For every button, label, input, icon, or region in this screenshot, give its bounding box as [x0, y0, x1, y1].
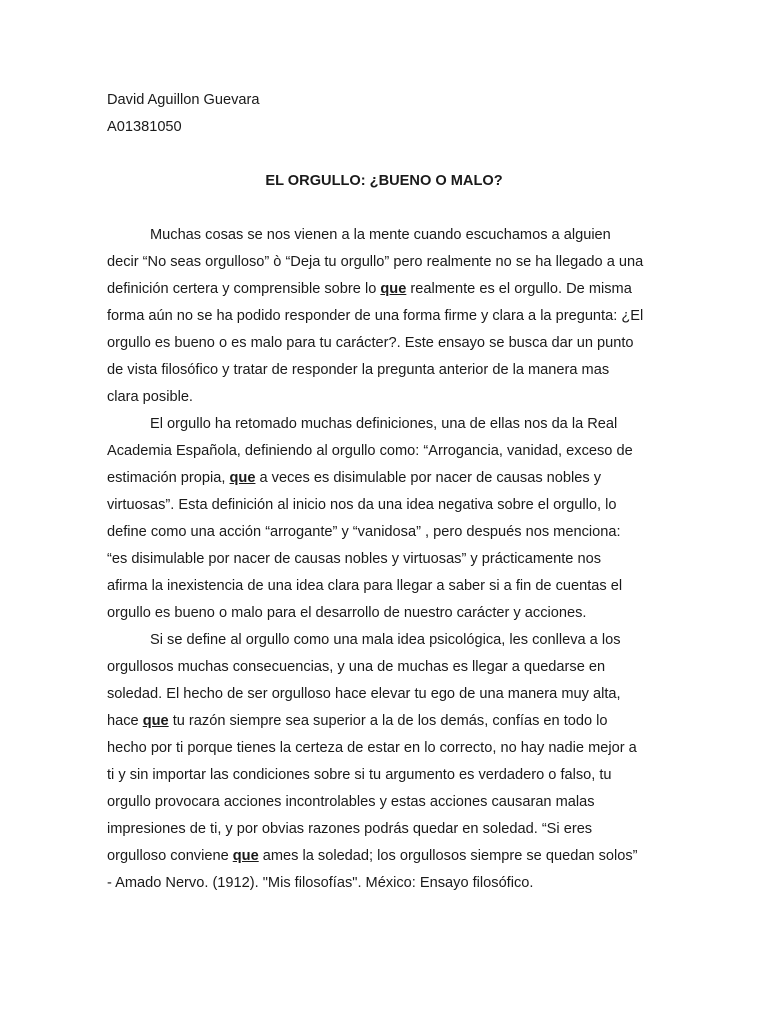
highlighted-word: que: [142, 713, 169, 729]
text-segment: - Amado Nervo. (1912). "Mis filosofías". México: Ensayo filosófico.: [107, 875, 534, 891]
text-line: [107, 442, 667, 469]
text-segment: realmente es el orgullo. De misma: [406, 281, 632, 297]
text-segment: decir “No seas orgulloso” ò “Deja tu orgullo” pero realmente no se ha llegado a una: [107, 254, 644, 270]
text-segment: estimación propia,: [107, 470, 230, 486]
text-line: [107, 361, 667, 388]
text-line: [107, 550, 667, 577]
text-line: [107, 469, 667, 496]
highlighted-word: que: [229, 470, 256, 486]
text-line: [107, 766, 667, 793]
text-line: [107, 847, 667, 874]
text-line: [107, 523, 667, 550]
text-segment: Muchas cosas se nos vienen a la mente cuando escuchamos a alguien: [150, 227, 611, 243]
text-line: [107, 631, 667, 658]
text-line: [107, 334, 667, 361]
text-line: [107, 793, 667, 820]
text-line: [107, 874, 667, 901]
text-line: [107, 577, 667, 604]
text-segment: de vista filosófico y tratar de responder la pregunta anterior de la manera mas: [107, 362, 610, 378]
text-segment: orgulloso conviene: [107, 848, 233, 864]
highlighted-word: que: [232, 848, 259, 864]
text-segment: “es disimulable por nacer de causas nobles y virtuosas” y prácticamente nos: [107, 551, 601, 567]
text-line: [107, 307, 667, 334]
text-segment: hace: [107, 713, 143, 729]
text-line: [107, 388, 667, 415]
text-line: [107, 415, 667, 442]
text-line: [107, 253, 667, 280]
text-segment: ames la soledad; los orgullosos siempre se quedan solos”: [258, 848, 638, 864]
text-segment: tu razón siempre sea superior a la de los demás, confías en todo lo: [168, 713, 608, 729]
text-segment: Academia Española, definiendo al orgullo como: “Arrogancia, vanidad, exceso de: [107, 443, 633, 459]
text-segment: definición certera y comprensible sobre lo: [107, 281, 381, 297]
text-segment: define como una acción “arrogante” y “vanidosa” , pero después nos menciona:: [107, 524, 621, 540]
text-line: [107, 658, 667, 685]
text-segment: orgullo es bueno o malo para el desarrollo de nuestro carácter y acciones.: [107, 605, 587, 621]
text-segment: El orgullo ha retomado muchas definiciones, una de ellas nos da la Real: [150, 416, 618, 432]
student-id: A01381050: [107, 119, 182, 135]
highlighted-word: que: [380, 281, 407, 297]
text-line: [107, 280, 667, 307]
essay-title: EL ORGULLO: ¿BUENO O MALO?: [265, 173, 503, 189]
text-segment: orgullo provocara acciones incontrolables y estas acciones causaran malas: [107, 794, 595, 810]
text-line: [107, 820, 667, 847]
text-line: [107, 496, 667, 523]
text-segment: clara posible.: [107, 389, 193, 405]
text-segment: a veces es disimulable por nacer de causas nobles y: [255, 470, 602, 486]
text-segment: impresiones de ti, y por obvias razones podrás quedar en soledad. “Si eres: [107, 821, 593, 837]
text-line: [107, 226, 667, 253]
text-line: [107, 712, 667, 739]
text-segment: hecho por ti porque tienes la certeza de estar en lo correcto, no hay nadie mejor a: [107, 740, 637, 756]
text-segment: soledad. El hecho de ser orgulloso hace elevar tu ego de una manera muy alta,: [107, 686, 621, 702]
text-segment: orgullo es bueno o es malo para tu carácter?. Este ensayo se busca dar un punto: [107, 335, 634, 351]
text-segment: forma aún no se ha podido responder de una forma firme y clara a la pregunta: ¿El: [107, 308, 644, 324]
text-segment: Si se define al orgullo como una mala idea psicológica, les conlleva a los: [150, 632, 621, 648]
text-segment: orgullosos muchas consecuencias, y una de muchas es llegar a quedarse en: [107, 659, 606, 675]
text-line: [107, 604, 667, 631]
text-segment: afirma la inexistencia de una idea clara para llegar a saber si a fin de cuentas el: [107, 578, 623, 594]
text-segment: ti y sin importar las condiciones sobre si tu argumento es verdadero o falso, tu: [107, 767, 612, 783]
essay-body: [107, 226, 667, 901]
text-line: [107, 739, 667, 766]
author-name: David Aguillon Guevara: [107, 92, 260, 108]
text-line: [107, 685, 667, 712]
text-segment: virtuosas”. Esta definición al inicio nos da una idea negativa sobre el orgullo, lo: [107, 497, 617, 513]
